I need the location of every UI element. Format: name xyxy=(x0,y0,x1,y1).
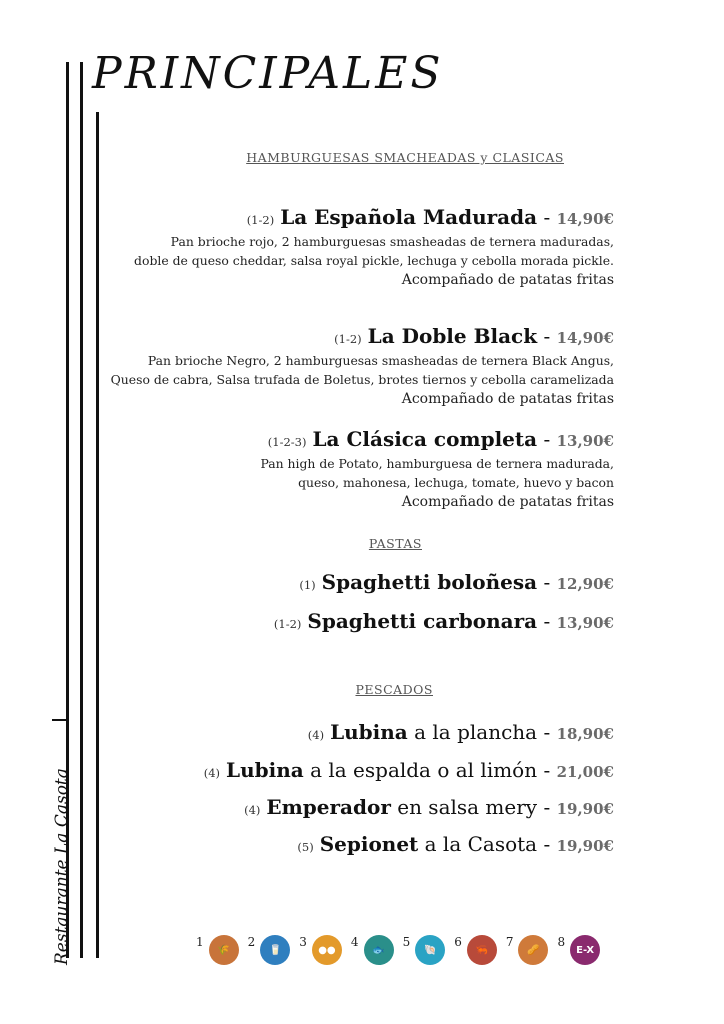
peanut-icon: 🥜 xyxy=(518,935,548,965)
dish-detail: a la espalda o al limón - xyxy=(303,758,557,782)
allergen-codes: (4) xyxy=(307,728,325,742)
dish-name: Sepionet xyxy=(319,832,419,856)
dish-price: 19,90€ xyxy=(556,800,614,818)
legend-number: 3 xyxy=(299,935,307,949)
legend-item xyxy=(248,935,291,965)
allergen-codes: (4) xyxy=(203,766,221,780)
page-title: PRINCIPALES xyxy=(92,48,444,99)
legend-item xyxy=(506,935,549,965)
dish-name: La Clásica completa xyxy=(312,427,538,451)
dish-name: La Española Madurada xyxy=(280,205,538,229)
dish-price: 18,90€ xyxy=(556,725,614,743)
dish-description: queso, mahonesa, lechuga, tomate, huevo y bacon xyxy=(298,474,614,490)
allergen-codes: (1) xyxy=(299,578,316,592)
legend-number: 7 xyxy=(505,935,514,949)
dish-price: 21,00€ xyxy=(556,763,614,781)
dish-price: 14,90€ xyxy=(556,329,614,347)
allergen-legend xyxy=(196,935,609,965)
dish-description: Pan high de Potato, hamburguesa de ternera madurada, xyxy=(260,456,614,471)
legend-item xyxy=(351,935,394,965)
menu-item xyxy=(297,831,614,860)
dish-price: 19,90€ xyxy=(556,837,614,855)
dish-side: Acompañado de patatas fritas xyxy=(401,494,614,510)
dish-detail: a la Casota - xyxy=(418,832,557,856)
legend-number: 1 xyxy=(196,935,204,949)
left-rule-middle xyxy=(80,62,83,958)
legend-item xyxy=(454,935,497,965)
legend-number: 2 xyxy=(247,935,256,949)
menu-item xyxy=(111,323,614,409)
dish-detail: en salsa mery - xyxy=(390,795,557,819)
dish-name: Spaghetti boloñesa xyxy=(321,570,538,594)
section-title-pastas: PASTAS xyxy=(368,536,422,551)
menu-item xyxy=(308,719,614,748)
dish-price: 13,90€ xyxy=(556,432,614,450)
separator: - xyxy=(537,205,557,229)
dish-description: Queso de cabra, Salsa trufada de Boletus, brotes tiernos y cebolla caramelizada xyxy=(110,371,614,387)
legend-number: 8 xyxy=(557,935,566,949)
legend-number: 5 xyxy=(402,935,411,949)
dish-name: La Doble Black xyxy=(367,324,538,348)
dish-name: Lubina xyxy=(330,720,408,744)
dish-price: 14,90€ xyxy=(556,210,614,228)
gluten-icon: 🌾 xyxy=(209,935,239,965)
allergen-codes: (4) xyxy=(244,803,261,817)
menu-item xyxy=(244,794,614,823)
separator: - xyxy=(537,427,557,451)
dish-description: Pan brioche Negro, 2 hamburguesas smasheadas de ternera Black Angus, xyxy=(147,353,614,368)
dish-price: 13,90€ xyxy=(556,614,614,632)
allergen-codes: (1-2) xyxy=(273,617,302,631)
section-title-burgers: HAMBURGUESAS SMACHEADAS y CLASICAS xyxy=(246,150,564,165)
menu-item xyxy=(134,204,614,290)
fish-icon: 🐟 xyxy=(364,935,394,965)
dish-name: Spaghetti carbonara xyxy=(307,609,538,633)
menu-item xyxy=(299,569,614,598)
side-rule xyxy=(52,719,68,721)
dish-side: Acompañado de patatas fritas xyxy=(401,272,614,288)
separator: - xyxy=(537,324,557,348)
allergen-codes: (1-2) xyxy=(246,213,275,227)
dish-price: 12,90€ xyxy=(556,575,614,593)
dish-name: Emperador xyxy=(266,795,391,819)
allergen-codes: (1-2-3) xyxy=(267,435,307,449)
left-rule-inner xyxy=(96,112,99,958)
section-title-fish: PESCADOS xyxy=(355,682,433,697)
legend-item xyxy=(403,935,446,965)
dish-name: Lubina xyxy=(226,758,304,782)
separator: - xyxy=(537,570,557,594)
dish-description: doble de queso cheddar, salsa royal pickle, lechuga y cebolla morada pickle. xyxy=(134,252,614,268)
legend-item xyxy=(299,935,342,965)
menu-item xyxy=(204,757,614,786)
dish-detail: a la plancha - xyxy=(407,720,557,744)
separator: - xyxy=(537,609,557,633)
egg-icon: ●● xyxy=(312,935,342,965)
allergen-codes: (5) xyxy=(297,840,314,854)
mollusk-icon: 🐚 xyxy=(415,935,445,965)
legend-item xyxy=(196,935,239,965)
legend-number: 6 xyxy=(454,935,462,949)
lactose-icon: 🥛 xyxy=(260,935,290,965)
restaurant-name: Restaurante La Casota xyxy=(52,768,72,965)
dish-side: Acompañado de patatas fritas xyxy=(401,391,614,407)
allergen-codes: (1-2) xyxy=(334,332,362,346)
extra-icon: E-X xyxy=(570,935,600,965)
menu-item xyxy=(274,608,614,637)
dish-description: Pan brioche rojo, 2 hamburguesas smasheadas de ternera maduradas, xyxy=(170,234,614,249)
crustacean-icon: 🦐 xyxy=(467,935,497,965)
menu-item xyxy=(260,426,614,512)
legend-number: 4 xyxy=(350,935,359,949)
legend-item xyxy=(557,935,600,965)
